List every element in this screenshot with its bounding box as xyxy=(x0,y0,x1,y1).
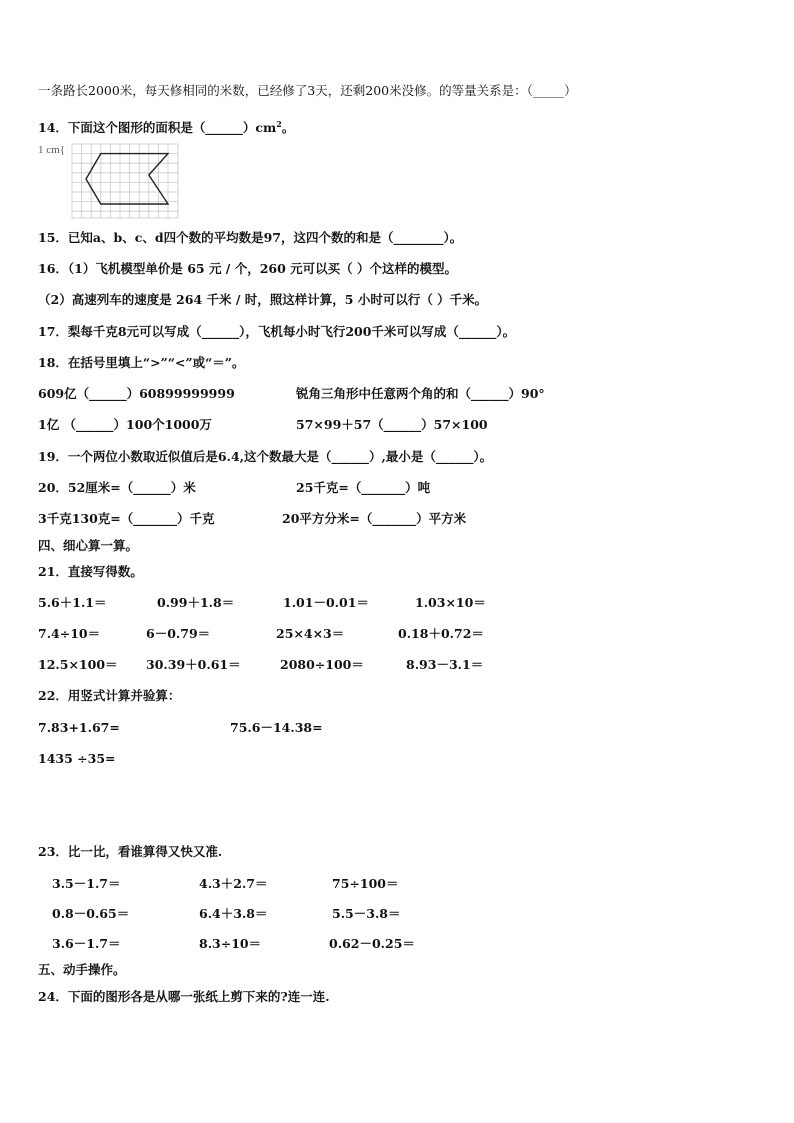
calc-item: 7.4÷10＝ xyxy=(38,626,101,641)
unit-label: 1 cm{ xyxy=(38,144,65,156)
question-13-text: 一条路长2000米，每天修相同的米数，已经修了3天，还剩200米没修。的等量关系是：（_____） xyxy=(38,83,577,98)
calc-item: 30.39＋0.61＝ xyxy=(146,657,241,672)
section-4-heading: 四、细心算一算。 xyxy=(38,538,139,553)
question-20-item: 25千克=（_______）吨 xyxy=(296,480,431,495)
calc-item: 25×4×3＝ xyxy=(276,626,345,641)
question-16a-text: 16．（1）飞机模型单价是 65 元 / 个，260 元可以买（ ）个这样的模型。 xyxy=(38,261,458,276)
compare-calc-item: 4.3＋2.7＝ xyxy=(199,876,268,891)
calc-item: 0.99＋1.8＝ xyxy=(157,595,235,610)
compare-calc-item: 3.6－1.7＝ xyxy=(52,936,121,951)
question-18-text: 18．在括号里填上“>”“<”或“＝”。 xyxy=(38,355,245,370)
compare-calc-item: 3.5－1.7＝ xyxy=(52,876,121,891)
calc-item: 5.6＋1.1＝ xyxy=(38,595,107,610)
calc-item: 2080÷100＝ xyxy=(280,657,364,672)
compare-calc-item: 0.62－0.25＝ xyxy=(329,936,415,951)
question-18-item: 锐角三角形中任意两个角的和（______）90° xyxy=(296,386,545,401)
question-20-item: 20．52厘米=（______）米 xyxy=(38,480,196,495)
question-16b-text: （2）高速列车的速度是 264 千米 / 时，照这样计算，5 小时可以行（ ）千米。 xyxy=(38,292,488,307)
calc-item: 6－0.79＝ xyxy=(146,626,211,641)
vertical-calc-item: 7.83+1.67= xyxy=(38,720,120,735)
question-14-text: 14．下面这个图形的面积是（______）cm xyxy=(38,120,277,136)
compare-calc-item: 6.4＋3.8＝ xyxy=(199,906,268,921)
question-14-end: 。 xyxy=(281,120,295,136)
calc-item: 0.18＋0.72＝ xyxy=(398,626,484,641)
question-14 xyxy=(38,116,294,136)
calc-item: 8.93－3.1＝ xyxy=(406,657,484,672)
question-18-item: 57×99＋57（______）57×100 xyxy=(296,417,488,432)
question-20-item: 20平方分米=（_______）平方米 xyxy=(282,511,467,526)
question-14-superscript: 2 xyxy=(276,119,282,129)
grid-figure xyxy=(38,142,188,220)
question-20-item: 3千克130克=（_______）千克 xyxy=(38,511,215,526)
section-5-heading: 五、动手操作。 xyxy=(38,962,126,977)
calc-item: 12.5×100＝ xyxy=(38,657,118,672)
question-15-text: 15．已知a、b、c、d四个数的平均数是97，这四个数的和是（________）。 xyxy=(38,230,463,245)
vertical-calc-item: 1435 ÷35= xyxy=(38,751,116,766)
compare-calc-item: 0.8－0.65＝ xyxy=(52,906,130,921)
question-18-item: 609亿（______）60899999999 xyxy=(38,386,235,401)
compare-calc-item: 5.5－3.8＝ xyxy=(332,906,401,921)
compare-calc-item: 75÷100＝ xyxy=(332,876,399,891)
compare-calc-item: 8.3÷10＝ xyxy=(199,936,262,951)
calc-item: 1.01－0.01＝ xyxy=(283,595,369,610)
question-21-text: 21．直接写得数。 xyxy=(38,564,143,579)
question-22-text: 22．用竖式计算并验算： xyxy=(38,688,181,703)
question-17-text: 17．梨每千克8元可以写成（______），飞机每小时飞行200千米可以写成（______）。 xyxy=(38,324,516,339)
calc-item: 1.03×10＝ xyxy=(415,595,486,610)
vertical-calc-item: 75.6－14.38= xyxy=(230,720,323,735)
question-23-text: 23．比一比，看谁算得又快又准. xyxy=(38,844,223,859)
question-19-text: 19．一个两位小数取近似值后是6.4,这个数最大是（______）,最小是（______）。 xyxy=(38,449,493,464)
question-24-text: 24．下面的图形各是从哪一张纸上剪下来的?连一连. xyxy=(38,989,330,1004)
question-18-item: 1亿 （______）100个1000万 xyxy=(38,417,212,432)
